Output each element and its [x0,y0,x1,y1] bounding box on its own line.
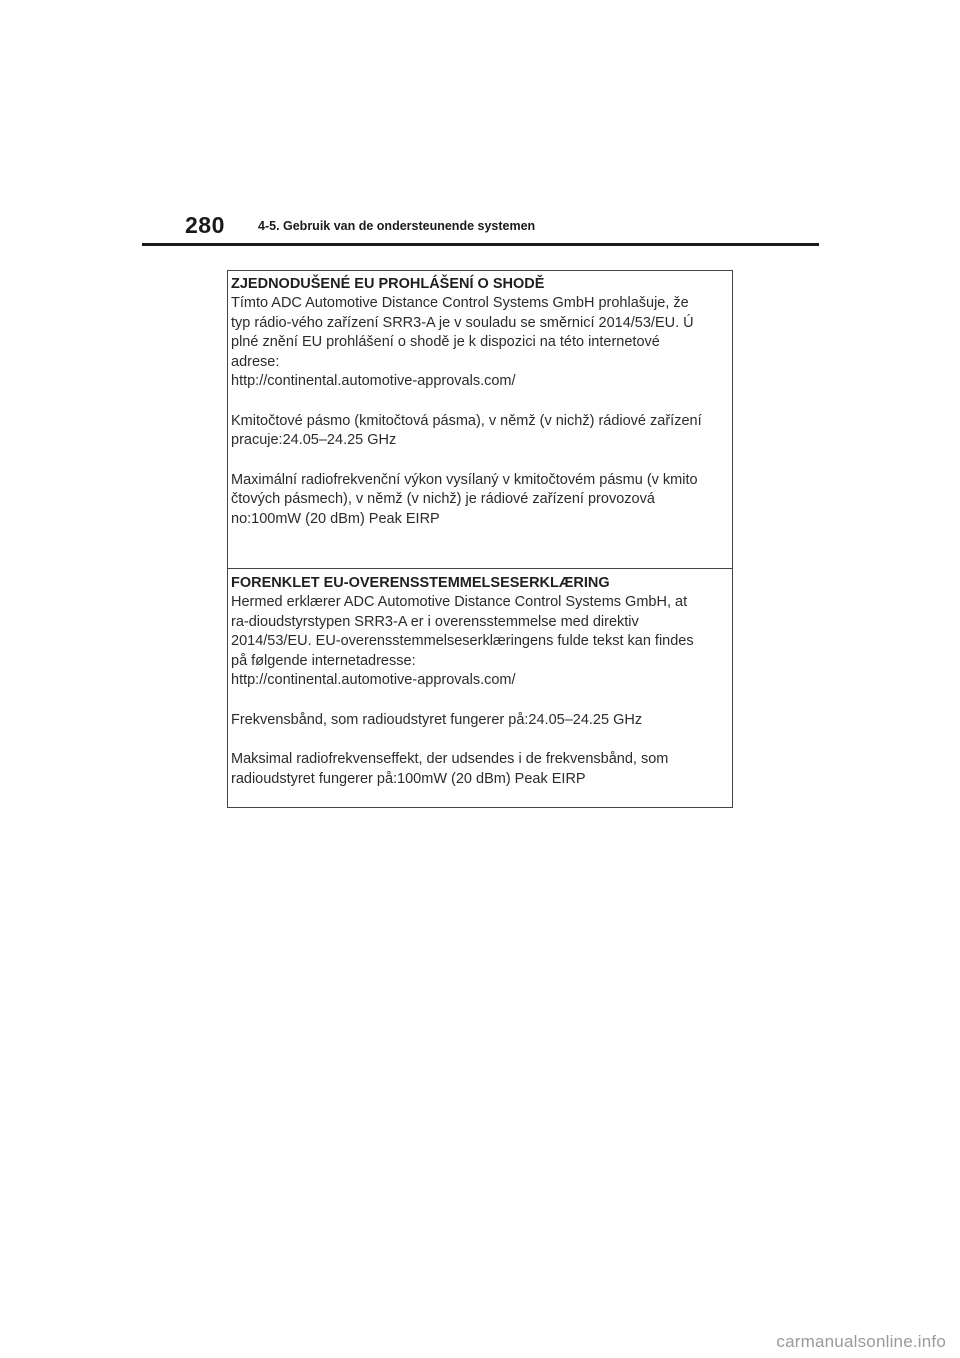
header-rule [142,243,819,246]
declaration-box [227,270,733,808]
watermark: carmanualsonline.info [776,1332,946,1351]
page-number: 280 [185,212,225,238]
danish-paragraph-frequency: Frekvensbånd, som radioudstyret fungerer på:24.05–24.25 GHz [231,711,643,728]
czech-paragraph-compliance: Tímto ADC Automotive Distance Control Systems GmbH prohlašuje, že typ rádio-vého zařízení SRR3-A je v souladu se směrnicí 2014/53/EU. Ú plné znění EU prohlášení o shodě je k dispozici na této internetové adrese: http://continental.automotive-approvals.com/ [231,295,694,389]
section-divider [228,568,732,569]
czech-paragraph-frequency: Kmitočtové pásmo (kmitočtová pásma), v němž (v nichž) rádiové zařízení pracuje:24.05–24.25 GHz [231,412,702,448]
danish-heading: FORENKLET EU-OVERENSSTEMMELSESERKLÆRING [231,575,610,591]
danish-paragraph-power: Maksimal radiofrekvenseffekt, der udsendes i de frekvensbånd, som radioudstyret fungerer på:100mW (20 dBm) Peak EIRP [231,751,669,787]
czech-heading: ZJEDNODUŠENÉ EU PROHLÁŠENÍ O SHODĚ [231,276,545,292]
czech-declaration [228,271,732,571]
danish-paragraph-compliance: Hermed erklærer ADC Automotive Distance Control Systems GmbH, at ra-dioudstyrstypen SRR3-A er i overensstemmelse med direktiv 2014/53/EU. EU-overensstemmelseserklæringens fulde tekst kan findes på følgende internetadresse: http://continental.automotive-approvals.com/ [231,594,694,688]
section-title: 4-5. Gebruik van de ondersteunende systemen [258,219,536,233]
czech-paragraph-power: Maximální radiofrekvenční výkon vysílaný v kmitočtovém pásmu (v kmito čtových pásmech), v němž (v nichž) je rádiové zařízení provozová no:100mW (20 dBm) Peak EIRP [231,471,698,527]
danish-declaration [228,570,732,809]
